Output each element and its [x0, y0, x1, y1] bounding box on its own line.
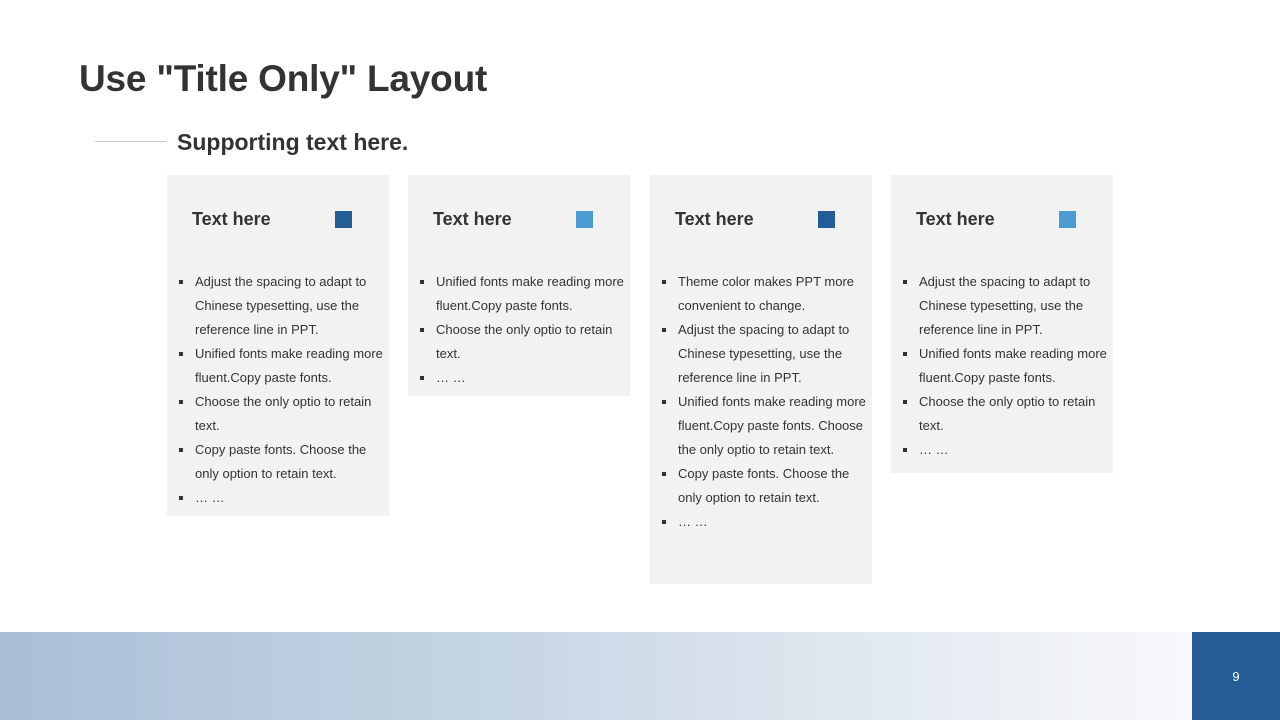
bullet-item: Theme color makes PPT more convenient to change.	[661, 270, 866, 318]
card-heading: Text here	[433, 209, 512, 229]
subtitle-divider-line	[95, 141, 167, 142]
bullet-item: … …	[419, 366, 624, 390]
card-bullet-list	[178, 270, 383, 510]
card-square-marker	[576, 211, 593, 228]
text-card-1	[167, 175, 389, 516]
bullet-item: … …	[661, 510, 866, 534]
bullet-item: Unified fonts make reading more fluent.Copy paste fonts.	[902, 342, 1107, 390]
bullet-item: Unified fonts make reading more fluent.Copy paste fonts.	[419, 270, 624, 318]
bullet-item: Unified fonts make reading more fluent.Copy paste fonts.	[178, 342, 383, 390]
text-card-2	[408, 175, 630, 396]
card-square-marker	[1059, 211, 1076, 228]
card-square-marker	[335, 211, 352, 228]
bullet-item: Copy paste fonts. Choose the only option to retain text.	[661, 462, 866, 510]
bullet-item: Choose the only optio to retain text.	[902, 390, 1107, 438]
text-card-3	[650, 175, 872, 584]
bullet-item: Choose the only optio to retain text.	[419, 318, 624, 366]
bullet-item: Adjust the spacing to adapt to Chinese typesetting, use the reference line in PPT.	[902, 270, 1107, 342]
card-bullet-list	[419, 270, 624, 390]
card-bullet-list	[902, 270, 1107, 462]
card-heading: Text here	[192, 209, 271, 229]
bullet-item: … …	[178, 486, 383, 510]
slide-subtitle: Supporting text here.	[177, 129, 409, 155]
page-number-box	[1192, 632, 1280, 720]
slide-title: Use "Title Only" Layout	[79, 58, 488, 99]
footer-gradient-band	[0, 632, 1192, 720]
bullet-item: … …	[902, 438, 1107, 462]
bullet-item: Unified fonts make reading more fluent.Copy paste fonts. Choose the only optio to retain text.	[661, 390, 866, 462]
card-heading: Text here	[675, 209, 754, 229]
page-number: 9	[1232, 668, 1240, 684]
card-heading: Text here	[916, 209, 995, 229]
card-bullet-list	[661, 270, 866, 534]
text-card-4	[891, 175, 1113, 473]
bullet-item: Adjust the spacing to adapt to Chinese typesetting, use the reference line in PPT.	[661, 318, 866, 390]
card-square-marker	[818, 211, 835, 228]
bullet-item: Choose the only optio to retain text.	[178, 390, 383, 438]
bullet-item: Adjust the spacing to adapt to Chinese typesetting, use the reference line in PPT.	[178, 270, 383, 342]
bullet-item: Copy paste fonts. Choose the only option to retain text.	[178, 438, 383, 486]
